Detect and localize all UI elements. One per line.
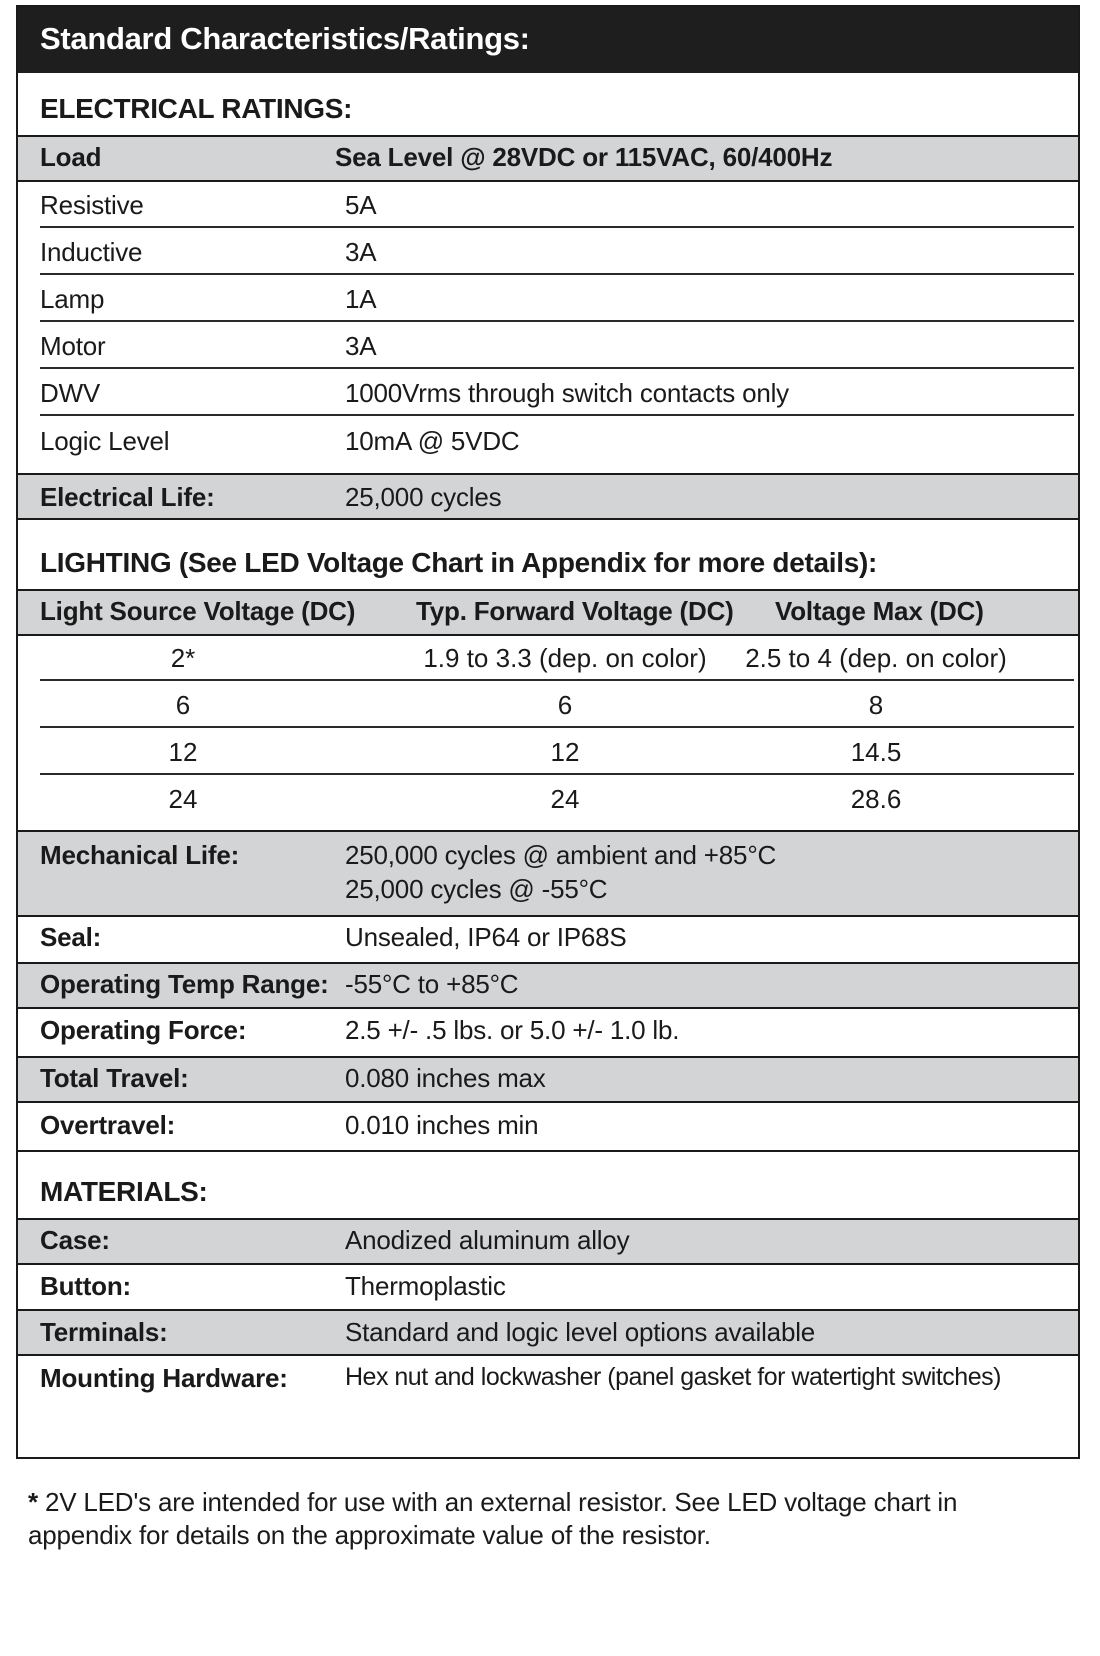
table-cell: 8 [868,690,884,720]
load-label-resistive: Resistive [40,190,144,220]
load-value-inductive: 3A [345,237,377,267]
row-divider [40,414,1074,416]
seal-label: Seal: [40,922,102,952]
table-cell: 12 [168,737,198,767]
divider [18,1150,1078,1152]
lighting-heading: LIGHTING (See LED Voltage Chart in Appendix for more details): [40,547,878,578]
divider [18,518,1078,520]
footnote-line1: 2V LED's are intended for use with an external resistor. See LED voltage chart in [44,1487,958,1517]
seal-value: Unsealed, IP64 or IP68S [345,922,627,952]
divider [18,1007,1078,1009]
load-value-resistive: 5A [345,190,377,220]
row-divider [40,726,1074,728]
load-value-logic-level: 10mA @ 5VDC [345,426,520,456]
footnote-line2: appendix for details on the approximate value of the resistor. [28,1520,711,1550]
button-value: Thermoplastic [345,1271,506,1301]
load-header-label: Load [40,142,102,172]
row-divider [40,273,1074,275]
row-divider [40,773,1074,775]
mechanical-life-label: Mechanical Life: [40,840,240,870]
operating-force-label: Operating Force: [40,1015,247,1045]
table-cell: 6 [557,690,573,720]
table-cell: 2.5 to 4 (dep. on color) [745,643,1007,673]
divider [18,634,1078,636]
footnote [28,1486,1068,1552]
table-cell: 14.5 [850,737,902,767]
electrical-life-label: Electrical Life: [40,482,215,512]
load-label-dwv: DWV [40,378,101,408]
mechanical-life-value-line1: 250,000 cycles @ ambient and +85°C [345,840,777,870]
load-value-dwv: 1000Vrms through switch contacts only [345,378,789,408]
materials-heading: MATERIALS: [40,1176,208,1207]
mounting-hardware-value: Hex nut and lockwasher (panel gasket for watertight switches) [345,1363,1001,1391]
table-cell: 2* [170,643,196,673]
table-cell: 24 [550,784,580,814]
load-label-lamp: Lamp [40,284,105,314]
table-cell: 1.9 to 3.3 (dep. on color) [423,643,707,673]
total-travel-value: 0.080 inches max [345,1063,546,1093]
row-divider [40,679,1074,681]
load-value-motor: 3A [345,331,377,361]
divider [18,915,1078,917]
row-divider [40,226,1074,228]
table-cell: 28.6 [850,784,902,814]
total-travel-label: Total Travel: [40,1063,189,1093]
column-header-voltage-max: Voltage Max (DC) [775,596,984,626]
ratings-table [16,5,1080,1459]
load-label-motor: Motor [40,331,106,361]
divider [18,1101,1078,1103]
footnote-marker: * [28,1487,38,1517]
row-divider [40,367,1074,369]
operating-temp-label: Operating Temp Range: [40,969,329,999]
electrical-life-value: 25,000 cycles [345,482,502,512]
terminals-value: Standard and logic level options available [345,1317,816,1347]
divider [18,1354,1078,1356]
column-header-forward-voltage: Typ. Forward Voltage (DC) [416,596,734,626]
operating-temp-value: -55°C to +85°C [345,969,519,999]
row-divider [40,320,1074,322]
terminals-label: Terminals: [40,1317,168,1347]
mounting-hardware-label: Mounting Hardware: [40,1363,288,1393]
operating-force-value: 2.5 +/- .5 lbs. or 5.0 +/- 1.0 lb. [345,1015,680,1045]
table-cell: 12 [550,737,580,767]
case-value: Anodized aluminum alloy [345,1225,630,1255]
table-cell: 6 [175,690,191,720]
electrical-ratings-heading: ELECTRICAL RATINGS: [40,93,353,124]
button-label: Button: [40,1271,131,1301]
load-label-logic-level: Logic Level [40,426,170,456]
load-value-lamp: 1A [345,284,377,314]
case-label: Case: [40,1225,110,1255]
column-header-light-source: Light Source Voltage (DC) [40,596,356,626]
load-header-value: Sea Level @ 28VDC or 115VAC, 60/400Hz [335,142,833,172]
load-label-inductive: Inductive [40,237,143,267]
overtravel-value: 0.010 inches min [345,1110,539,1140]
divider [18,180,1078,182]
overtravel-label: Overtravel: [40,1110,176,1140]
mechanical-life-value-line2: 25,000 cycles @ -55°C [345,874,608,904]
table-cell: 24 [168,784,198,814]
divider [18,1263,1078,1265]
page-title: Standard Characteristics/Ratings: [40,21,530,56]
